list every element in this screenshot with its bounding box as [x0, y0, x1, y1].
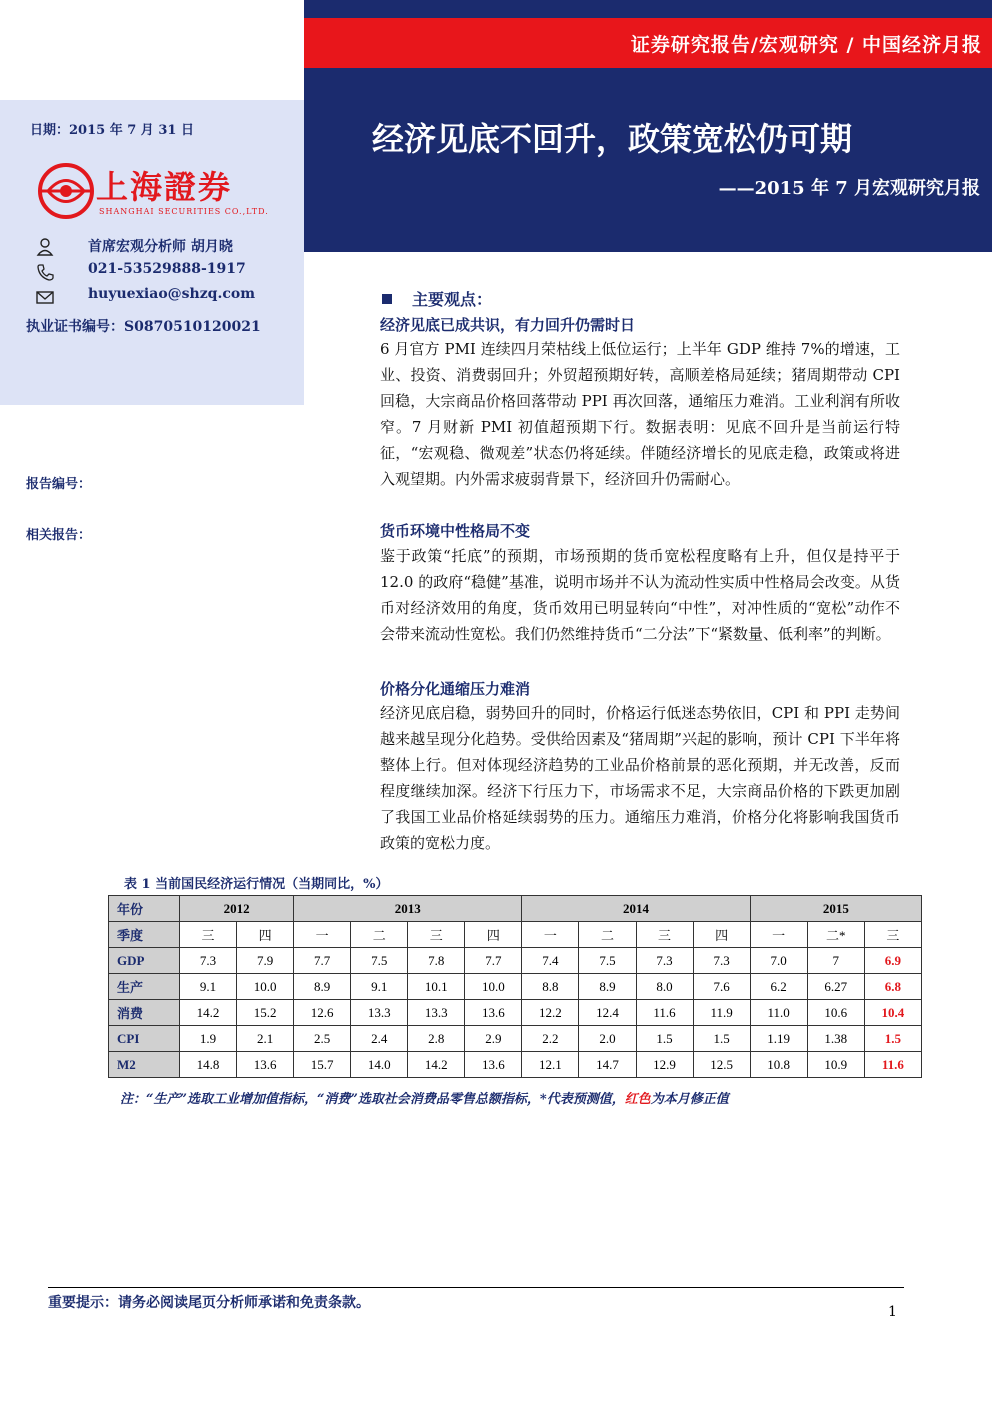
value-cell: 6.2 — [750, 974, 807, 1000]
table-quarter-row — [109, 922, 922, 948]
value-cell: 7.3 — [636, 948, 693, 974]
quarter-cell: 三 — [180, 922, 237, 948]
table-row — [109, 1052, 922, 1078]
row-label-cell: 生产 — [109, 974, 180, 1000]
footer-divider — [48, 1287, 904, 1288]
value-cell: 13.3 — [351, 1000, 408, 1026]
logo-mark-icon — [36, 160, 96, 222]
value-cell: 10.8 — [750, 1052, 807, 1078]
value-cell: 15.7 — [294, 1052, 351, 1078]
year-cell: 2014 — [522, 896, 750, 922]
year-cell: 2013 — [294, 896, 522, 922]
value-cell: 7.6 — [693, 974, 750, 1000]
main-points-label: 主要观点： — [412, 290, 493, 309]
value-cell: 8.0 — [636, 974, 693, 1000]
value-cell: 12.9 — [636, 1052, 693, 1078]
value-cell: 1.5 — [693, 1026, 750, 1052]
quarter-cell: 四 — [465, 922, 522, 948]
value-cell: 10.1 — [408, 974, 465, 1000]
value-cell: 15.2 — [237, 1000, 294, 1026]
analyst-name: 首席宏观分析师 胡月晓 — [88, 239, 233, 255]
quarter-cell: 三 — [864, 922, 921, 948]
value-cell: 13.6 — [237, 1052, 294, 1078]
report-date: 日期：2015 年 7 月 31 日 — [30, 123, 194, 138]
value-cell: 2.9 — [465, 1026, 522, 1052]
year-cell: 2015 — [750, 896, 921, 922]
person-icon — [36, 238, 54, 256]
quarter-cell: 二 — [351, 922, 408, 948]
section-body: 6 月官方 PMI 连续四月荣枯线上低位运行；上半年 GDP 维持 7%的增速，工业、投资、消费弱回升；外贸超预期好转，高顺差格局延续；猪周期带动 CPI 回稳，大宗商品价格回落带动 PPI 再次回落，通缩压力难消。工业利润有所收窄。7 月财新 PMI 初值超预期下行。数据表明：见底不回升是当前运行特征，“宏观稳、微观差”状态仍将延续。伴随经济增长的见底走稳，政策或将进入观望期。内外需求疲弱背景下，经济回升仍需耐心。 — [380, 340, 900, 488]
value-cell: 7.5 — [351, 948, 408, 974]
value-cell: 7.3 — [180, 948, 237, 974]
value-cell: 14.7 — [579, 1052, 636, 1078]
value-cell: 7 — [807, 948, 864, 974]
value-cell: 2.0 — [579, 1026, 636, 1052]
report-title: 经济见底不回升，政策宽松仍可期 — [372, 120, 853, 158]
quarter-cell: 三 — [636, 922, 693, 948]
note-tail-text: 为本月修正值 — [650, 1092, 729, 1107]
footer-notice: 重要提示：请务必阅读尾页分析师承诺和免责条款。 — [48, 1295, 370, 1311]
value-cell: 12.5 — [693, 1052, 750, 1078]
value-cell: 12.4 — [579, 1000, 636, 1026]
section-title: 货币环境中性格局不变 — [380, 522, 531, 540]
table-caption: 表 1 当前国民经济运行情况（当期同比，%） — [124, 877, 389, 892]
value-cell: 10.6 — [807, 1000, 864, 1026]
bullet-square-icon — [382, 294, 392, 304]
value-cell: 7.9 — [237, 948, 294, 974]
year-label-cell: 年份 — [109, 896, 180, 922]
quarter-cell: 四 — [237, 922, 294, 948]
value-cell: 10.9 — [807, 1052, 864, 1078]
section-title: 经济见底已成共识，有力回升仍需时日 — [380, 316, 636, 334]
row-label-cell: 消费 — [109, 1000, 180, 1026]
phone-icon — [36, 263, 54, 281]
value-cell: 11.6 — [636, 1000, 693, 1026]
section-body: 经济见底启稳，弱势回升的同时，价格运行低迷态势依旧，CPI 和 PPI 走势间越来越呈现分化趋势。受供给因素及“猪周期”兴起的影响，预计 CPI 下半年将整体上行。但对体现经济趋势的工业品价格前景的恶化预期，并无改善，反而程度继续加深。经济下行压力下，市场需求不足，大宗商品价格的下跌更加剧了我国工业品价格延续弱势的压力。通缩压力难消，价格分化将影响我国货币政策的宽松力度。 — [380, 704, 900, 852]
value-cell: 1.38 — [807, 1026, 864, 1052]
value-cell: 8.8 — [522, 974, 579, 1000]
value-cell: 6.8 — [864, 974, 921, 1000]
row-label-cell: CPI — [109, 1026, 180, 1052]
quarter-cell: 一 — [750, 922, 807, 948]
logo-english-name: SHANGHAI SECURITIES CO.,LTD. — [99, 207, 269, 216]
value-cell: 2.1 — [237, 1026, 294, 1052]
value-cell: 12.2 — [522, 1000, 579, 1026]
value-cell: 1.19 — [750, 1026, 807, 1052]
analyst-phone: 021-53529888-1917 — [88, 261, 246, 277]
value-cell: 7.4 — [522, 948, 579, 974]
row-label-cell: GDP — [109, 948, 180, 974]
value-cell: 7.8 — [408, 948, 465, 974]
mail-icon — [36, 288, 54, 306]
value-cell: 12.1 — [522, 1052, 579, 1078]
value-cell: 6.9 — [864, 948, 921, 974]
value-cell: 1.5 — [636, 1026, 693, 1052]
page-number: 1 — [888, 1304, 897, 1320]
value-cell: 13.6 — [465, 1000, 522, 1026]
logo-name: 上海證券 — [96, 168, 233, 206]
value-cell: 10.0 — [237, 974, 294, 1000]
value-cell: 2.2 — [522, 1026, 579, 1052]
value-cell: 11.0 — [750, 1000, 807, 1026]
value-cell: 14.8 — [180, 1052, 237, 1078]
analyst-email[interactable]: huyuexiao@shzq.com — [88, 286, 256, 302]
section-body: 鉴于政策“托底”的预期，市场预期的货币宽松程度略有上升，但仅是持平于 12.0 的政府“稳健”基准，说明市场并不认为流动性实质中性格局会改变。从货币对经济效用的角度，货币效用已明显转向“中性”，对冲性质的“宽松”动作不会带来流动性宽松。我们仍然维持货币“二分法”下“紧数量、低利率”的判断。 — [380, 547, 900, 643]
value-cell: 12.6 — [294, 1000, 351, 1026]
value-cell: 13.6 — [465, 1052, 522, 1078]
section-title: 价格分化通缩压力难消 — [380, 680, 531, 698]
row-label-cell: M2 — [109, 1052, 180, 1078]
report-subtitle: ——2015 年 7 月宏观研究月报 — [718, 178, 980, 199]
value-cell: 7.0 — [750, 948, 807, 974]
main-points-heading — [382, 287, 492, 310]
economy-table — [108, 895, 922, 1078]
value-cell: 8.9 — [579, 974, 636, 1000]
quarter-cell: 二 — [579, 922, 636, 948]
table-row — [109, 1000, 922, 1026]
value-cell: 9.1 — [351, 974, 408, 1000]
value-cell: 14.2 — [180, 1000, 237, 1026]
value-cell: 11.6 — [864, 1052, 921, 1078]
report-category: 证券研究报告/宏观研究 / 中国经济月报 — [630, 34, 982, 56]
license-number: 执业证书编号：S0870510120021 — [26, 319, 261, 335]
quarter-cell: 二* — [807, 922, 864, 948]
quarter-cell: 三 — [408, 922, 465, 948]
value-cell: 13.3 — [408, 1000, 465, 1026]
value-cell: 1.9 — [180, 1026, 237, 1052]
note-text: 注：“生产”选取工业增加值指标，“消费”选取社会消费品零售总额指标，*代表预测值， — [120, 1092, 625, 1107]
report-number-label: 报告编号： — [26, 477, 92, 492]
value-cell: 11.9 — [693, 1000, 750, 1026]
table-header-row — [109, 896, 922, 922]
value-cell: 7.3 — [693, 948, 750, 974]
table-note — [120, 1087, 840, 1113]
value-cell: 2.5 — [294, 1026, 351, 1052]
related-reports-label: 相关报告： — [26, 528, 92, 543]
value-cell: 9.1 — [180, 974, 237, 1000]
quarter-label-cell: 季度 — [109, 922, 180, 948]
quarter-cell: 一 — [294, 922, 351, 948]
year-cell: 2012 — [180, 896, 294, 922]
value-cell: 14.2 — [408, 1052, 465, 1078]
table-row — [109, 1026, 922, 1052]
value-cell: 8.9 — [294, 974, 351, 1000]
quarter-cell: 一 — [522, 922, 579, 948]
value-cell: 14.0 — [351, 1052, 408, 1078]
value-cell: 7.7 — [294, 948, 351, 974]
value-cell: 10.0 — [465, 974, 522, 1000]
value-cell: 2.8 — [408, 1026, 465, 1052]
value-cell: 10.4 — [864, 1000, 921, 1026]
value-cell: 2.4 — [351, 1026, 408, 1052]
table-row — [109, 974, 922, 1000]
quarter-cell: 四 — [693, 922, 750, 948]
value-cell: 1.5 — [864, 1026, 921, 1052]
value-cell: 6.27 — [807, 974, 864, 1000]
value-cell: 7.5 — [579, 948, 636, 974]
note-red-text: 红色 — [624, 1092, 651, 1107]
table-row — [109, 948, 922, 974]
value-cell: 7.7 — [465, 948, 522, 974]
